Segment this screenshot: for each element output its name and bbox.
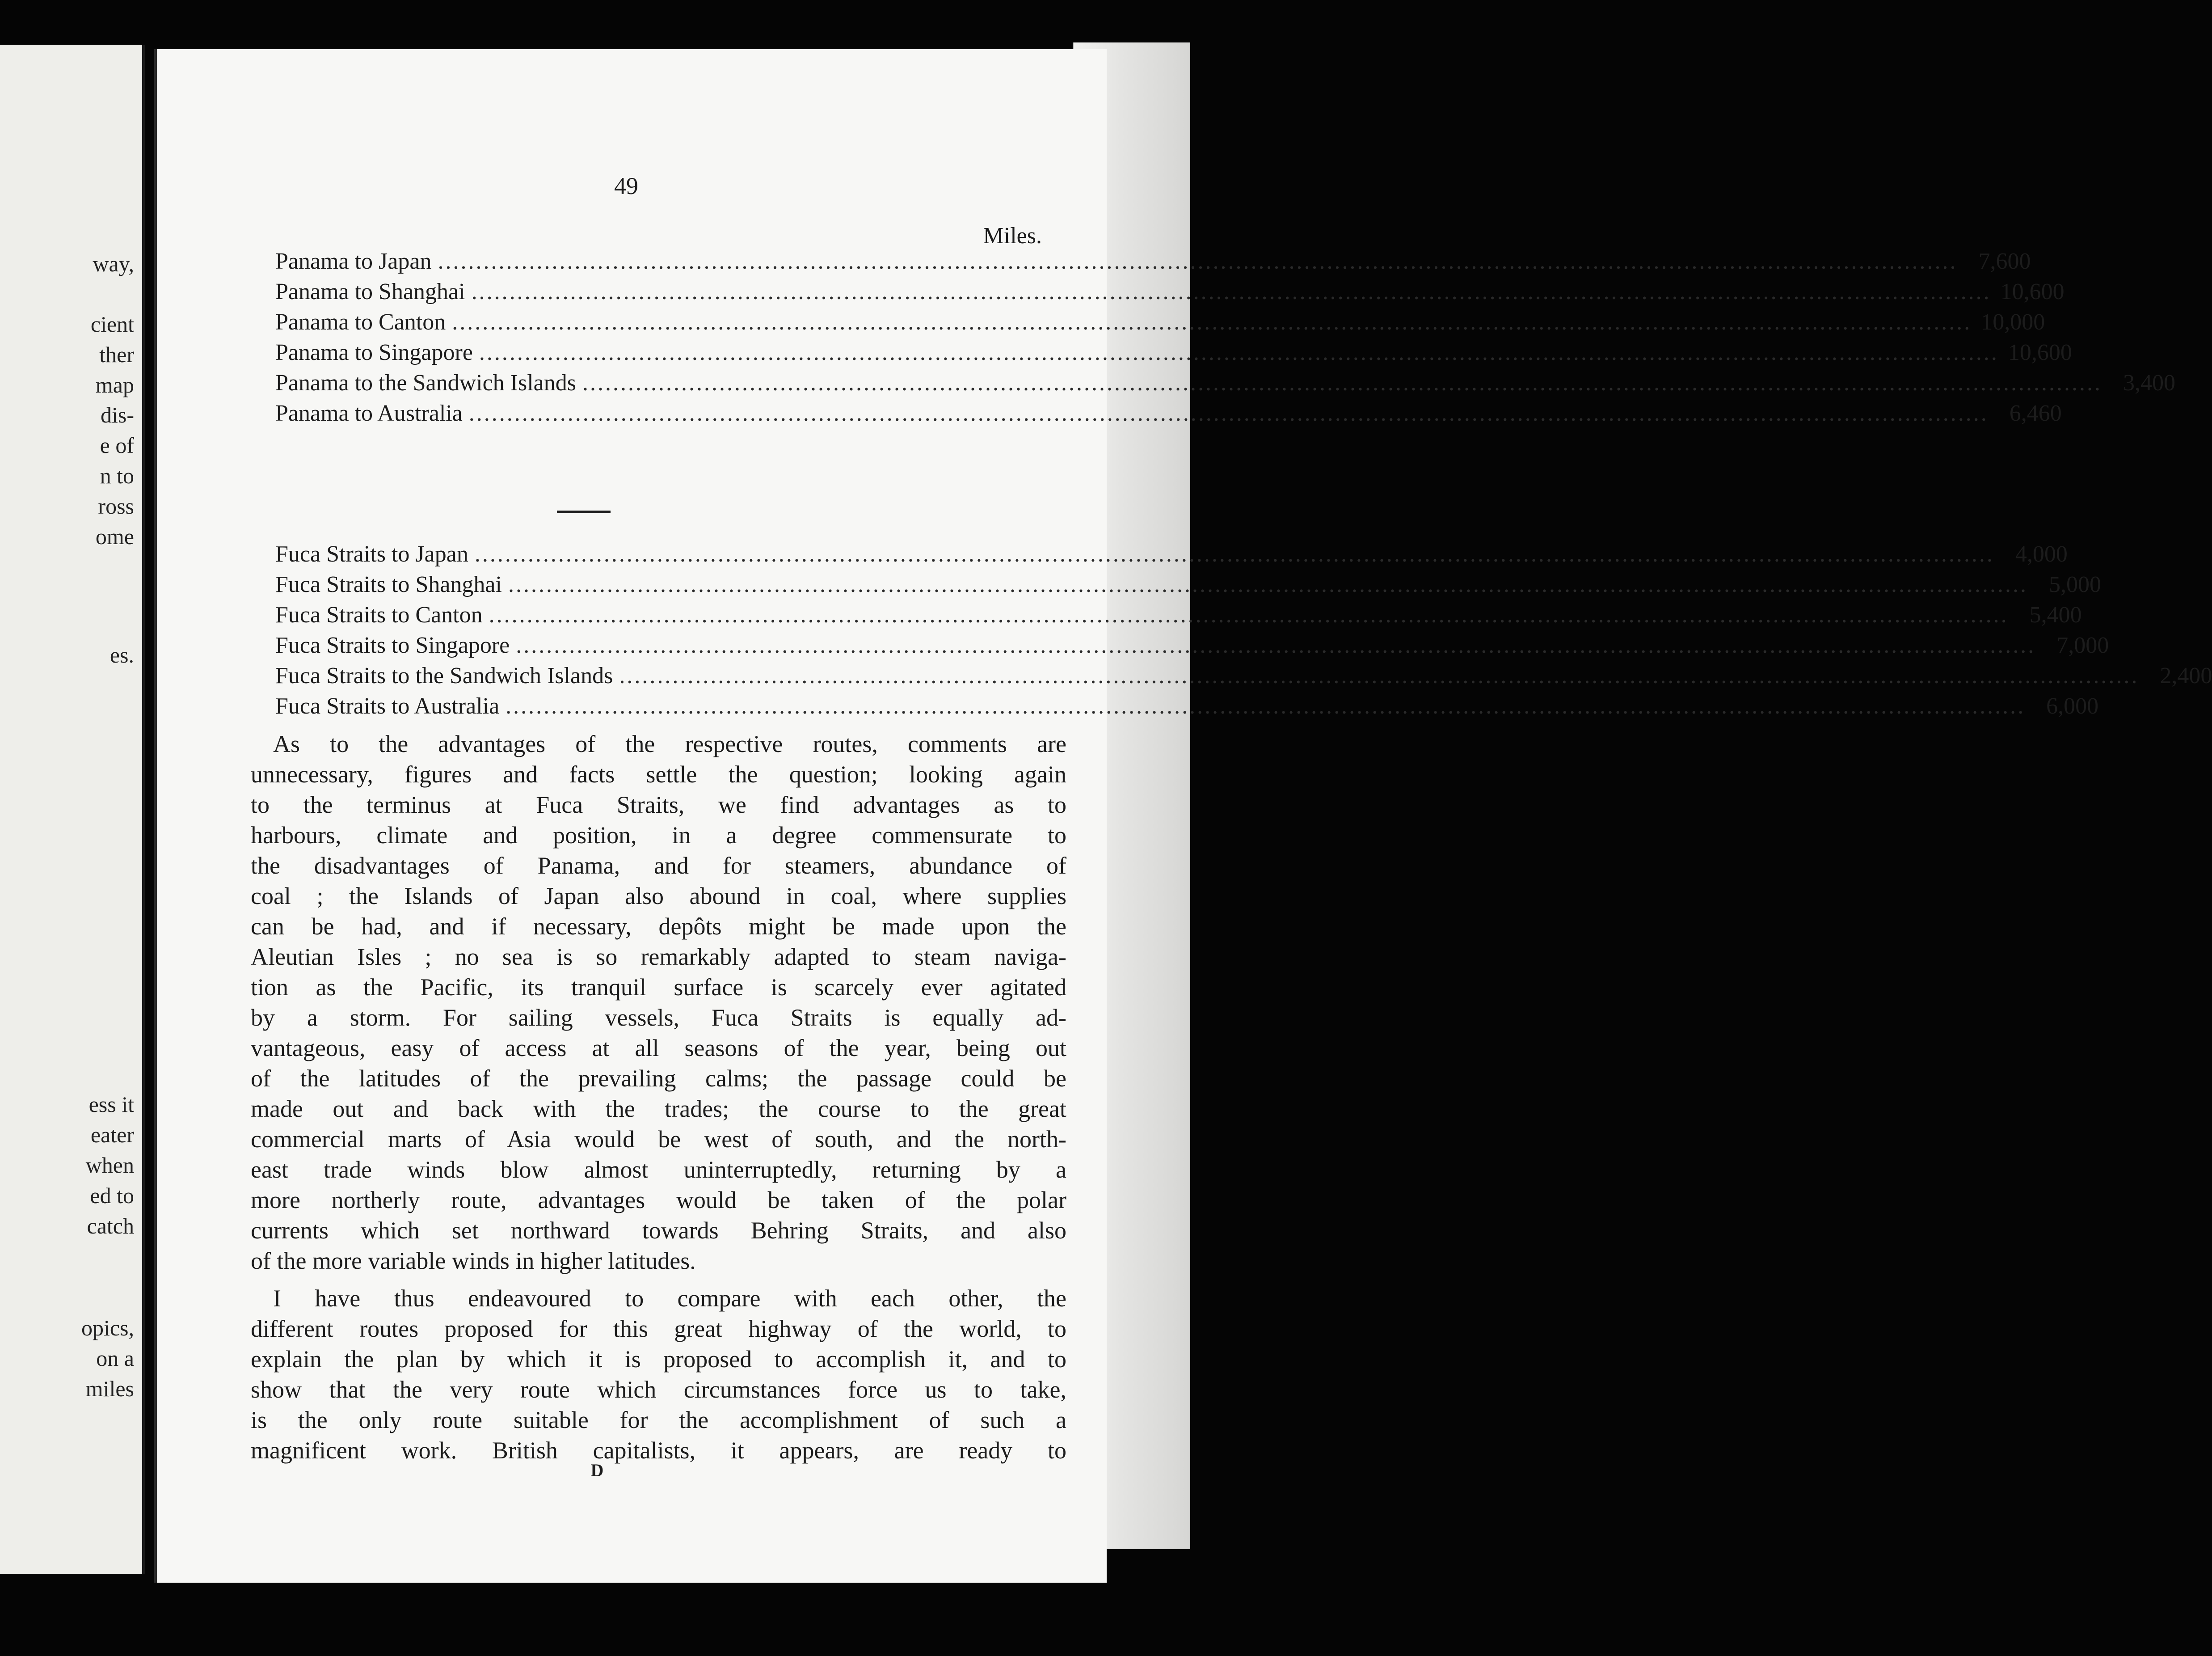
table-row	[275, 663, 2212, 693]
text-line: Aleutian Isles ; no sea is so remarkably adapted to steam naviga-	[251, 943, 1066, 970]
left-page-edge	[0, 45, 145, 1574]
section-divider	[557, 511, 611, 513]
table-row	[275, 309, 2045, 339]
text-line: can be had, and if necessary, depôts might be made upon the	[251, 913, 1066, 940]
table-row	[275, 370, 2175, 400]
text-line: show that the very route which circumstances force us to take,	[251, 1376, 1066, 1403]
route-distance: 10,600	[2000, 279, 2065, 304]
text-line: of the latitudes of the prevailing calms; the passage could be	[251, 1065, 1066, 1092]
table-row	[275, 571, 2101, 602]
leader-dots: ........................................................................................................................................................................................................	[468, 401, 1989, 426]
table-row	[275, 339, 2072, 370]
route-distance: 2,400	[2160, 663, 2212, 689]
text-line: commercial marts of Asia would be west of south, and the north-	[251, 1126, 1066, 1153]
text-line: is the only route suitable for the accomplishment of such a	[251, 1407, 1066, 1433]
left-fragment: es.	[110, 642, 134, 667]
route-name: Fuca Straits to Singapore	[275, 633, 510, 658]
left-fragment: on a	[96, 1346, 134, 1371]
route-distance: 3,400	[2123, 370, 2175, 396]
table-row	[275, 632, 2109, 663]
panama-distance-table	[275, 248, 2175, 431]
left-fragment: ome	[95, 524, 134, 549]
route-distance: 6,460	[2009, 401, 2062, 426]
route-distance: 10,600	[2008, 340, 2072, 365]
route-name: Panama to Australia	[275, 401, 463, 426]
text-line: harbours, climate and position, in a degree commensurate to	[251, 822, 1066, 849]
route-name: Panama to the Sandwich Islands	[275, 370, 576, 396]
left-fragment: catch	[87, 1213, 134, 1238]
left-fragment: n to	[100, 463, 134, 488]
text-line: the disadvantages of Panama, and for steamers, abundance of	[251, 852, 1066, 879]
route-distance: 5,000	[2048, 572, 2101, 597]
text-line: currents which set northward towards Behring Straits, and also	[251, 1217, 1066, 1244]
left-fragment: opics,	[81, 1315, 134, 1340]
paragraph-conclusion	[251, 1283, 1066, 1466]
leader-dots: ........................................................................................................................................................................................................	[582, 370, 2102, 396]
leader-dots: ........................................................................................................................................................................................................	[479, 340, 1999, 365]
text-line: vantageous, easy of access at all seasons of the year, being out	[251, 1035, 1066, 1061]
table-row	[275, 602, 2082, 632]
route-distance: 5,400	[2029, 602, 2082, 628]
left-fragment: ther	[99, 342, 134, 367]
leader-dots: ........................................................................................................................................................................................................	[452, 309, 1972, 335]
left-fragment: ed to	[90, 1183, 134, 1208]
text-line: I have thus endeavoured to compare with each other, the	[273, 1285, 1066, 1312]
left-fragment: ross	[98, 494, 134, 519]
text-line: to the terminus at Fuca Straits, we find advantages as to	[251, 791, 1066, 818]
page-number: 49	[614, 173, 638, 199]
text-line: by a storm. For sailing vessels, Fuca Straits is equally ad-	[251, 1004, 1066, 1031]
left-fragment: e of	[100, 433, 134, 458]
route-distance: 6,000	[2046, 693, 2099, 719]
leader-dots: ........................................................................................................................................................................................................	[438, 249, 1958, 274]
left-fragment: way,	[93, 251, 134, 276]
paragraph-routes-comparison	[251, 729, 1066, 1276]
text-line: unnecessary, figures and facts settle the question; looking again	[251, 761, 1066, 788]
left-fragment: dis-	[101, 402, 134, 427]
route-distance: 4,000	[2015, 541, 2068, 567]
leader-dots: ........................................................................................................................................................................................................	[506, 693, 2026, 719]
table-row	[275, 541, 2068, 571]
text-line: east trade winds blow almost uninterruptedly, returning by a	[251, 1156, 1066, 1183]
book-page	[154, 49, 2212, 1583]
table-row	[275, 693, 2099, 723]
miles-header: Miles.	[983, 223, 1042, 249]
route-distance: 10,000	[1981, 309, 2045, 335]
leader-dots: ........................................................................................................................................................................................................	[471, 279, 1991, 304]
text-line: magnificent work. British capitalists, it appears, are ready to	[251, 1437, 1066, 1464]
route-name: Fuca Straits to Australia	[275, 693, 500, 719]
leader-dots: ........................................................................................................................................................................................................	[474, 541, 1994, 567]
leader-dots: ........................................................................................................................................................................................................	[489, 602, 2009, 628]
route-name: Panama to Shanghai	[275, 279, 465, 304]
text-line: tion as the Pacific, its tranquil surface is scarcely ever agitated	[251, 974, 1066, 1001]
left-fragment: when	[85, 1153, 134, 1178]
fuca-distance-table	[275, 541, 2212, 723]
left-fragment: cient	[90, 312, 134, 337]
route-distance: 7,000	[2056, 633, 2109, 658]
table-row	[275, 400, 2062, 431]
text-line: more northerly route, advantages would be taken of the polar	[251, 1187, 1066, 1213]
leader-dots: ........................................................................................................................................................................................................	[516, 633, 2036, 658]
route-name: Panama to Singapore	[275, 340, 473, 365]
left-fragment: map	[95, 372, 134, 397]
signature-mark: D	[590, 1460, 604, 1480]
text-line: of the more variable winds in higher latitudes.	[251, 1247, 696, 1274]
text-line: made out and back with the trades; the course to the great	[251, 1095, 1066, 1122]
text-line: different routes proposed for this great highway of the world, to	[251, 1315, 1066, 1342]
route-name: Panama to Canton	[275, 309, 446, 335]
left-fragment: miles	[85, 1376, 134, 1401]
text-line: coal ; the Islands of Japan also abound in coal, where supplies	[251, 883, 1066, 909]
left-fragment: eater	[90, 1122, 134, 1147]
leader-dots: ........................................................................................................................................................................................................	[619, 663, 2139, 689]
route-distance: 7,600	[1978, 249, 2031, 274]
route-name: Fuca Straits to Shanghai	[275, 572, 502, 597]
left-fragment: ess it	[88, 1092, 134, 1117]
leader-dots: ........................................................................................................................................................................................................	[508, 572, 2028, 597]
text-line: As to the advantages of the respective routes, comments are	[273, 731, 1066, 757]
table-row	[275, 279, 2065, 309]
route-name: Fuca Straits to Japan	[275, 541, 468, 567]
text-line: explain the plan by which it is proposed to accomplish it, and to	[251, 1346, 1066, 1373]
route-name: Fuca Straits to Canton	[275, 602, 483, 628]
route-name: Panama to Japan	[275, 249, 432, 274]
route-name: Fuca Straits to the Sandwich Islands	[275, 663, 613, 689]
table-row	[275, 248, 2031, 279]
